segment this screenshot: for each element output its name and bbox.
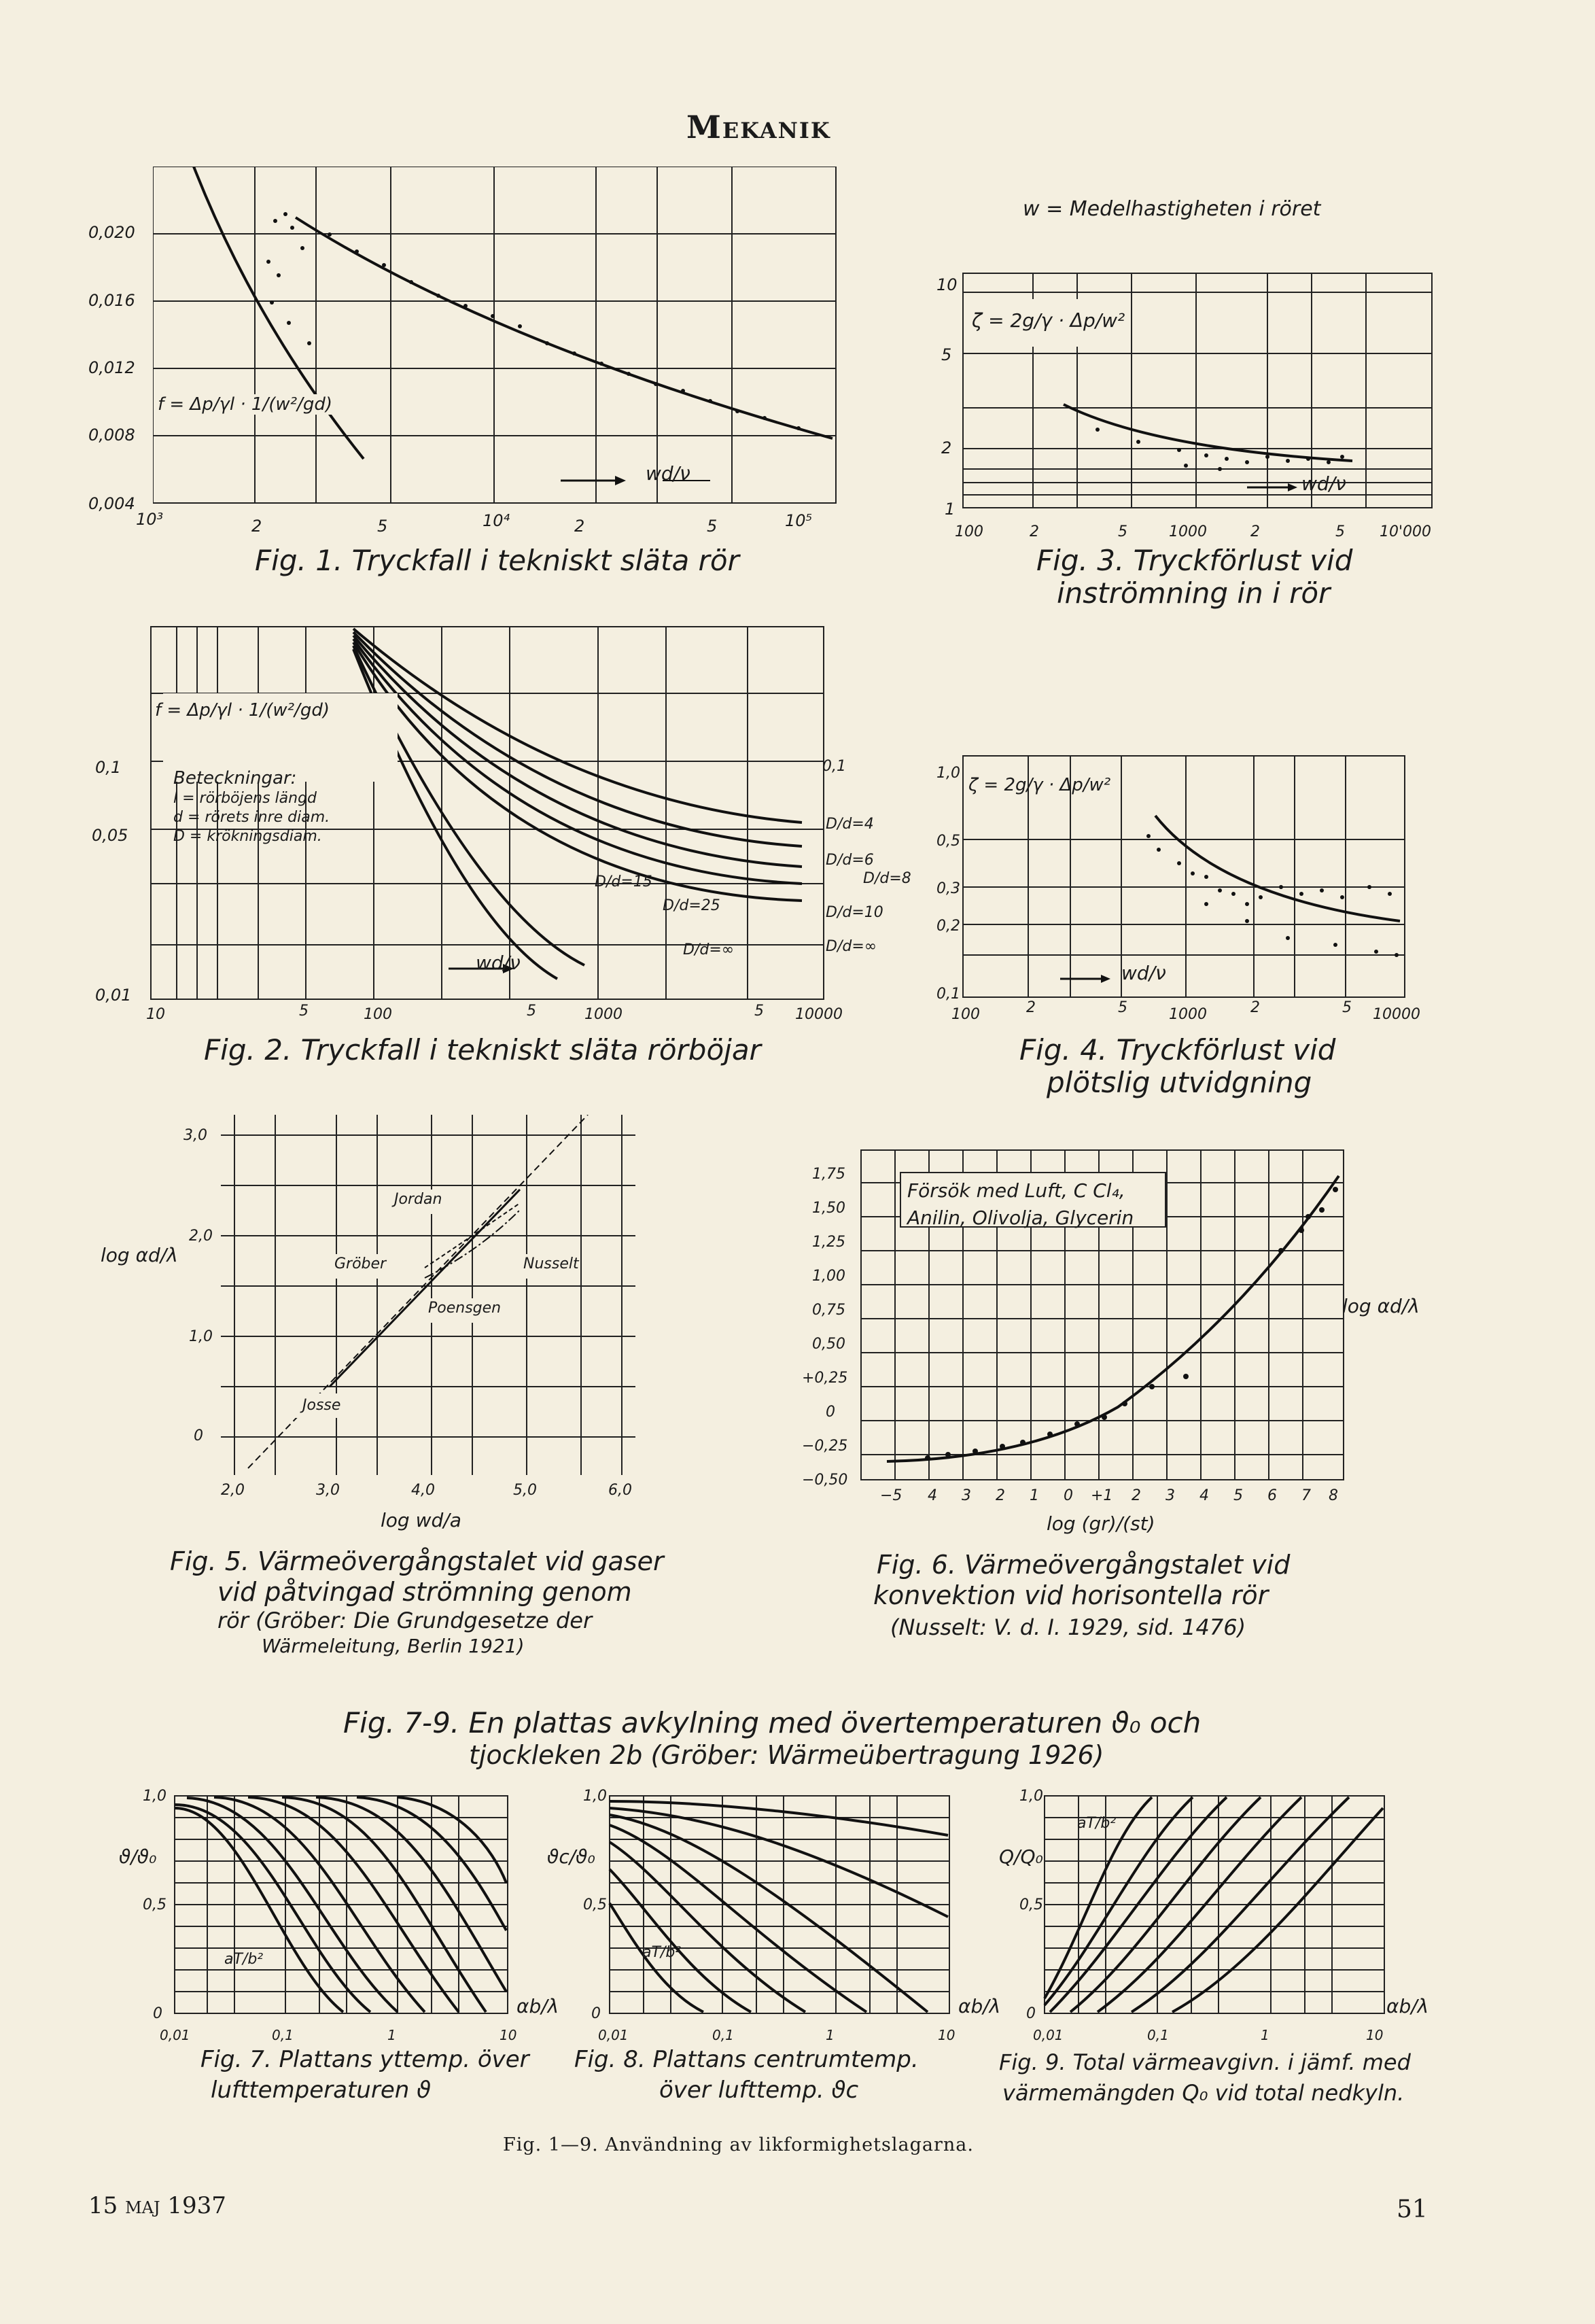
fig7-caption-line1: Fig. 7. Plattans yttemp. över — [200, 2046, 529, 2073]
fig6-ytick-0: 1,75 — [812, 1166, 845, 1183]
fig8-xtick-9: 10 — [938, 2027, 956, 2043]
fig9-xtick-6: 1 — [1261, 2027, 1269, 2043]
fig79-title-line1: Fig. 7-9. En plattas avkylning med övertemperaturen ϑ₀ och — [343, 1706, 1202, 1739]
fig3-xtick-6: 10'000 — [1380, 523, 1432, 540]
fig2-caption: Fig. 2. Tryckfall i tekniskt släta rörböjar — [204, 1033, 761, 1066]
fig5-ytick-2: 1,0 — [189, 1328, 213, 1345]
fig5-ylabel: log αd/λ — [101, 1244, 178, 1266]
fig6-caption-line3: (Nusselt: V. d. I. 1929, sid. 1476) — [890, 1614, 1246, 1640]
fig7-svg — [173, 1794, 513, 2019]
fig2-curves — [353, 629, 802, 979]
fig6-ytick-5: 0,50 — [812, 1336, 845, 1353]
fig2-curve-label-6: D/d=25 — [663, 897, 720, 914]
fig3-plot — [962, 272, 1437, 510]
fig6-ytick-1: 1,50 — [812, 1200, 845, 1217]
fig2-xtick-1: 5 — [299, 1003, 309, 1020]
fig6-ytick-9: −0,50 — [802, 1472, 848, 1489]
fig3-xtick-4: 2 — [1250, 523, 1260, 540]
fig1-xtick-4: 2 — [574, 517, 585, 536]
fig7-ylabel: ϑ/ϑ₀ — [119, 1845, 157, 1868]
fig7-ytick-0: 1,0 — [143, 1788, 166, 1805]
fig7-caption-line2: lufttemperaturen ϑ — [211, 2077, 432, 2104]
fig2-ytick-0: 0,1 — [95, 758, 122, 777]
fig6-xtick-8: 3 — [1165, 1487, 1175, 1504]
fig2-formula: f = Δp/γl · 1/(w²/gd) — [155, 700, 330, 721]
fig6-ylabel: log αd/λ — [1342, 1295, 1420, 1317]
fig6-ytick-3: 1,00 — [812, 1268, 845, 1285]
fig3-xtick-0: 100 — [955, 523, 983, 540]
fig3-xtick-3: 1000 — [1169, 523, 1207, 540]
fig4-xtick-0: 100 — [951, 1006, 980, 1023]
fig4-caption-line1: Fig. 4. Tryckförlust vid — [1019, 1033, 1336, 1066]
fig7-xlabel: αb/λ — [516, 1995, 559, 2017]
fig5-ytick-0: 3,0 — [183, 1127, 207, 1144]
fig6-xtick-1: 4 — [928, 1487, 937, 1504]
fig9-caption-line2: värmemängden Q₀ vid total nedkyln. — [1002, 2080, 1405, 2106]
fig2-xtick-5: 5 — [754, 1003, 764, 1020]
fig2-curve-label-0: D/d=4 — [826, 816, 874, 833]
page-header-title: Mekanik — [686, 109, 831, 145]
fig1-ytick-1: 0,016 — [88, 291, 135, 310]
fig6-legend-line1: Försök med Luft, C Cl₄, — [907, 1179, 1125, 1202]
fig6-xtick-7: 2 — [1132, 1487, 1141, 1504]
fig6-xtick-4: 1 — [1030, 1487, 1039, 1504]
fig1-ytick-0: 0,020 — [88, 223, 135, 242]
fig5-xtick-1: 3,0 — [316, 1482, 340, 1499]
fig7-ytick-1: 0,5 — [143, 1896, 166, 1913]
fig2-xtick-6: 10000 — [795, 1006, 843, 1023]
fig1-xlabel: wd/ν — [646, 462, 690, 485]
fig8-xtick-0: 0,01 — [598, 2027, 629, 2043]
fig2-curve-label-2: D/d=8 — [863, 870, 911, 887]
fig4-xtick-4: 2 — [1250, 999, 1260, 1016]
fig1-ytick-4: 0,004 — [88, 494, 135, 513]
fig9-ytick-0: 1,0 — [1019, 1788, 1043, 1805]
fig8-svg — [608, 1794, 955, 2019]
fig3-ytick-2: 2 — [941, 438, 952, 457]
fig6-xtick-9: 4 — [1199, 1487, 1209, 1504]
fig9-ytick-2: 0 — [1026, 2005, 1036, 2022]
fig8-ytick-2: 0 — [591, 2005, 601, 2022]
fig3-caption-line1: Fig. 3. Tryckförlust vid — [1036, 544, 1353, 577]
fig5-caption-line1: Fig. 5. Värmeövergångstalet vid gaser — [170, 1546, 664, 1576]
fig2-xlabel: wd/ν — [476, 952, 521, 974]
fig3-xtick-1: 2 — [1030, 523, 1039, 540]
fig4-ytick-0: 1,0 — [936, 765, 960, 782]
fig79-title-line2: tjockleken 2b (Gröber: Wärmeübertragung 1926) — [469, 1740, 1104, 1770]
fig6-xtick-0: −5 — [880, 1487, 902, 1504]
fig4-ytick-2: 0,3 — [936, 880, 960, 897]
fig1-xtick-1: 2 — [251, 517, 262, 536]
fig3-ytick-3: 1 — [945, 500, 956, 519]
fig4-xtick-6: 10000 — [1373, 1006, 1420, 1023]
fig8-ytick-0: 1,0 — [583, 1788, 607, 1805]
fig8-param: aT/b² — [642, 1944, 682, 1961]
fig9-xtick-9: 10 — [1366, 2027, 1384, 2043]
fig8-caption-line2: över lufttemp. ϑc — [659, 2077, 859, 2104]
fig7-xtick-0: 0,01 — [160, 2027, 190, 2043]
fig5-curve-label-jordan: Jordan — [394, 1191, 442, 1208]
fig1-ytick-2: 0,012 — [88, 358, 135, 377]
fig9-ylabel: Q/Q₀ — [999, 1845, 1043, 1868]
fig8-plot — [608, 1794, 955, 2019]
fig4-xlabel: wd/ν — [1121, 962, 1166, 984]
fig2-right-tick: 0,1 — [822, 758, 846, 775]
fig9-caption-line1: Fig. 9. Total värmeavgivn. i jämf. med — [999, 2049, 1411, 2075]
fig4-ytick-4: 0,1 — [936, 986, 960, 1003]
fig2-legend-title: Beteckningar: — [173, 768, 297, 788]
fig1-xtick-6: 10⁵ — [785, 511, 813, 530]
fig3-xtick-2: 5 — [1118, 523, 1127, 540]
fig6-xtick-13: 8 — [1329, 1487, 1338, 1504]
fig1-xtick-0: 10³ — [136, 510, 164, 529]
fig2-curve-label-3: D/d=10 — [826, 904, 883, 921]
fig5-svg — [221, 1115, 642, 1482]
fig6-caption-line1: Fig. 6. Värmeövergångstalet vid — [877, 1550, 1291, 1580]
fig5-curve-label-grober: Gröber — [334, 1255, 387, 1272]
fig1-svg — [153, 167, 839, 506]
fig5-caption-line3: rör (Gröber: Die Grundgesetze der — [217, 1608, 593, 1633]
fig8-ytick-1: 0,5 — [583, 1896, 607, 1913]
fig2-legend-line-0: l = rörböjens längd — [173, 790, 317, 807]
fig3-formula: ζ = 2g/γ · Δp/w² — [972, 309, 1125, 332]
fig6-xtick-10: 5 — [1233, 1487, 1243, 1504]
fig9-ytick-1: 0,5 — [1019, 1896, 1043, 1913]
fig1-xtick-3: 10⁴ — [483, 511, 510, 530]
fig7-xtick-6: 1 — [387, 2027, 396, 2043]
fig3-note: w = Medelhastigheten i röret — [1023, 197, 1321, 221]
fig6-xlabel: log (gr)/(st) — [1047, 1512, 1155, 1535]
fig2-curve-label-5: D/d=15 — [595, 873, 652, 890]
fig2-ytick-1: 0,05 — [92, 826, 128, 845]
fig6-caption-line2: konvektion vid horisontella rör — [873, 1580, 1269, 1610]
fig8-xtick-3: 0,1 — [712, 2027, 734, 2043]
fig5-xtick-4: 6,0 — [608, 1482, 632, 1499]
fig6-ytick-8: −0,25 — [802, 1438, 848, 1455]
fig4-ytick-1: 0,5 — [936, 833, 960, 850]
fig1-xtick-5: 5 — [707, 517, 718, 536]
fig2-xtick-4: 1000 — [584, 1006, 623, 1023]
fig4-formula: ζ = 2g/γ · Δp/w² — [968, 775, 1111, 795]
fig5-ytick-3: 0 — [194, 1427, 203, 1444]
fig4-caption-line2: plötslig utvidgning — [1047, 1066, 1312, 1099]
fig5-caption-line4: Wärmeleitung, Berlin 1921) — [262, 1635, 525, 1657]
fig1-ytick-3: 0,008 — [88, 426, 135, 445]
fig8-xlabel: αb/λ — [958, 1995, 1001, 2017]
fig3-caption-line2: inströmning in i rör — [1057, 576, 1331, 610]
fig7-param: aT/b² — [224, 1951, 264, 1968]
fig4-xtick-1: 2 — [1026, 999, 1036, 1016]
fig6-legend-line2: Anilin, Olivolja, Glycerin — [907, 1207, 1134, 1229]
fig2-xtick-3: 5 — [527, 1003, 536, 1020]
fig8-xtick-6: 1 — [826, 2027, 835, 2043]
fig7-plot — [173, 1794, 513, 2019]
fig6-xtick-5: 0 — [1064, 1487, 1073, 1504]
fig9-param: aT/b² — [1077, 1815, 1117, 1832]
fig5-caption-line2: vid påtvingad strömning genom — [217, 1577, 632, 1607]
fig7-xtick-3: 0,1 — [272, 2027, 294, 2043]
fig8-ylabel: ϑc/ϑ₀ — [547, 1845, 595, 1868]
fig4-data-points — [1146, 834, 1399, 957]
fig4-xtick-2: 5 — [1118, 999, 1127, 1016]
fig5-curve-label-josse: Josse — [302, 1397, 341, 1414]
fig3-svg — [962, 272, 1437, 510]
fig2-curve-label-7: D/d=∞ — [683, 941, 735, 958]
fig9-xtick-3: 0,1 — [1147, 2027, 1169, 2043]
fig1-plot — [153, 167, 839, 506]
fig4-ytick-3: 0,2 — [936, 918, 960, 935]
fig7-xtick-9: 10 — [499, 2027, 517, 2043]
fig3-ytick-0: 10 — [936, 275, 958, 294]
fig1-caption: Fig. 1. Tryckfall i tekniskt släta rör — [255, 544, 739, 577]
fig5-xtick-2: 4,0 — [411, 1482, 435, 1499]
fig9-xlabel: αb/λ — [1386, 1995, 1429, 2017]
fig4-xtick-5: 5 — [1342, 999, 1352, 1016]
fig6-xtick-6: +1 — [1091, 1487, 1113, 1504]
fig7-ytick-2: 0 — [153, 2005, 162, 2022]
fig3-xlabel: wd/ν — [1301, 472, 1346, 495]
fig6-xtick-12: 7 — [1301, 1487, 1311, 1504]
fig9-xtick-0: 0,01 — [1033, 2027, 1064, 2043]
fig2-xtick-2: 100 — [364, 1006, 392, 1023]
fig2-legend-line-2: D = krökningsdiam. — [173, 828, 322, 845]
fig6-xtick-2: 3 — [962, 1487, 971, 1504]
fig5-xtick-3: 5,0 — [513, 1482, 537, 1499]
fig3-xtick-5: 5 — [1335, 523, 1345, 540]
fig2-curve-label-4: D/d=∞ — [826, 938, 877, 955]
figures-caption: Fig. 1—9. Användning av likformighetslagarna. — [503, 2134, 974, 2155]
fig6-ytick-2: 1,25 — [812, 1234, 845, 1251]
fig5-xlabel: log wd/a — [381, 1509, 461, 1531]
fig2-curve-label-1: D/d=6 — [826, 852, 874, 869]
fig5-ytick-1: 2,0 — [189, 1228, 213, 1245]
fig6-xtick-3: 2 — [996, 1487, 1005, 1504]
fig5-curve-label-nusselt: Nusselt — [523, 1255, 579, 1272]
fig5-curve-label-poensgen: Poensgen — [428, 1300, 502, 1317]
fig5-xtick-0: 2,0 — [221, 1482, 245, 1499]
fig8-caption-line1: Fig. 8. Plattans centrumtemp. — [574, 2046, 919, 2073]
fig6-ytick-4: 0,75 — [812, 1302, 845, 1319]
fig5-plot — [221, 1115, 642, 1482]
fig1-xtick-2: 5 — [377, 517, 388, 536]
fig6-xtick-11: 6 — [1267, 1487, 1277, 1504]
issue-date: 15 maj 1937 — [88, 2192, 226, 2219]
page-number: 51 — [1397, 2196, 1428, 2223]
fig3-ytick-1: 5 — [941, 345, 952, 364]
fig2-xtick-0: 10 — [146, 1006, 165, 1023]
fig6-ytick-7: 0 — [826, 1404, 835, 1421]
fig2-ytick-2: 0,01 — [95, 986, 132, 1005]
fig6-ytick-6: +0,25 — [802, 1370, 848, 1387]
fig1-formula: f = Δp/γl · 1/(w²/gd) — [158, 394, 332, 415]
fig2-legend-line-1: d = rörets inre diam. — [173, 809, 330, 826]
fig1-data-points — [266, 212, 801, 430]
fig4-xtick-3: 1000 — [1169, 1006, 1207, 1023]
